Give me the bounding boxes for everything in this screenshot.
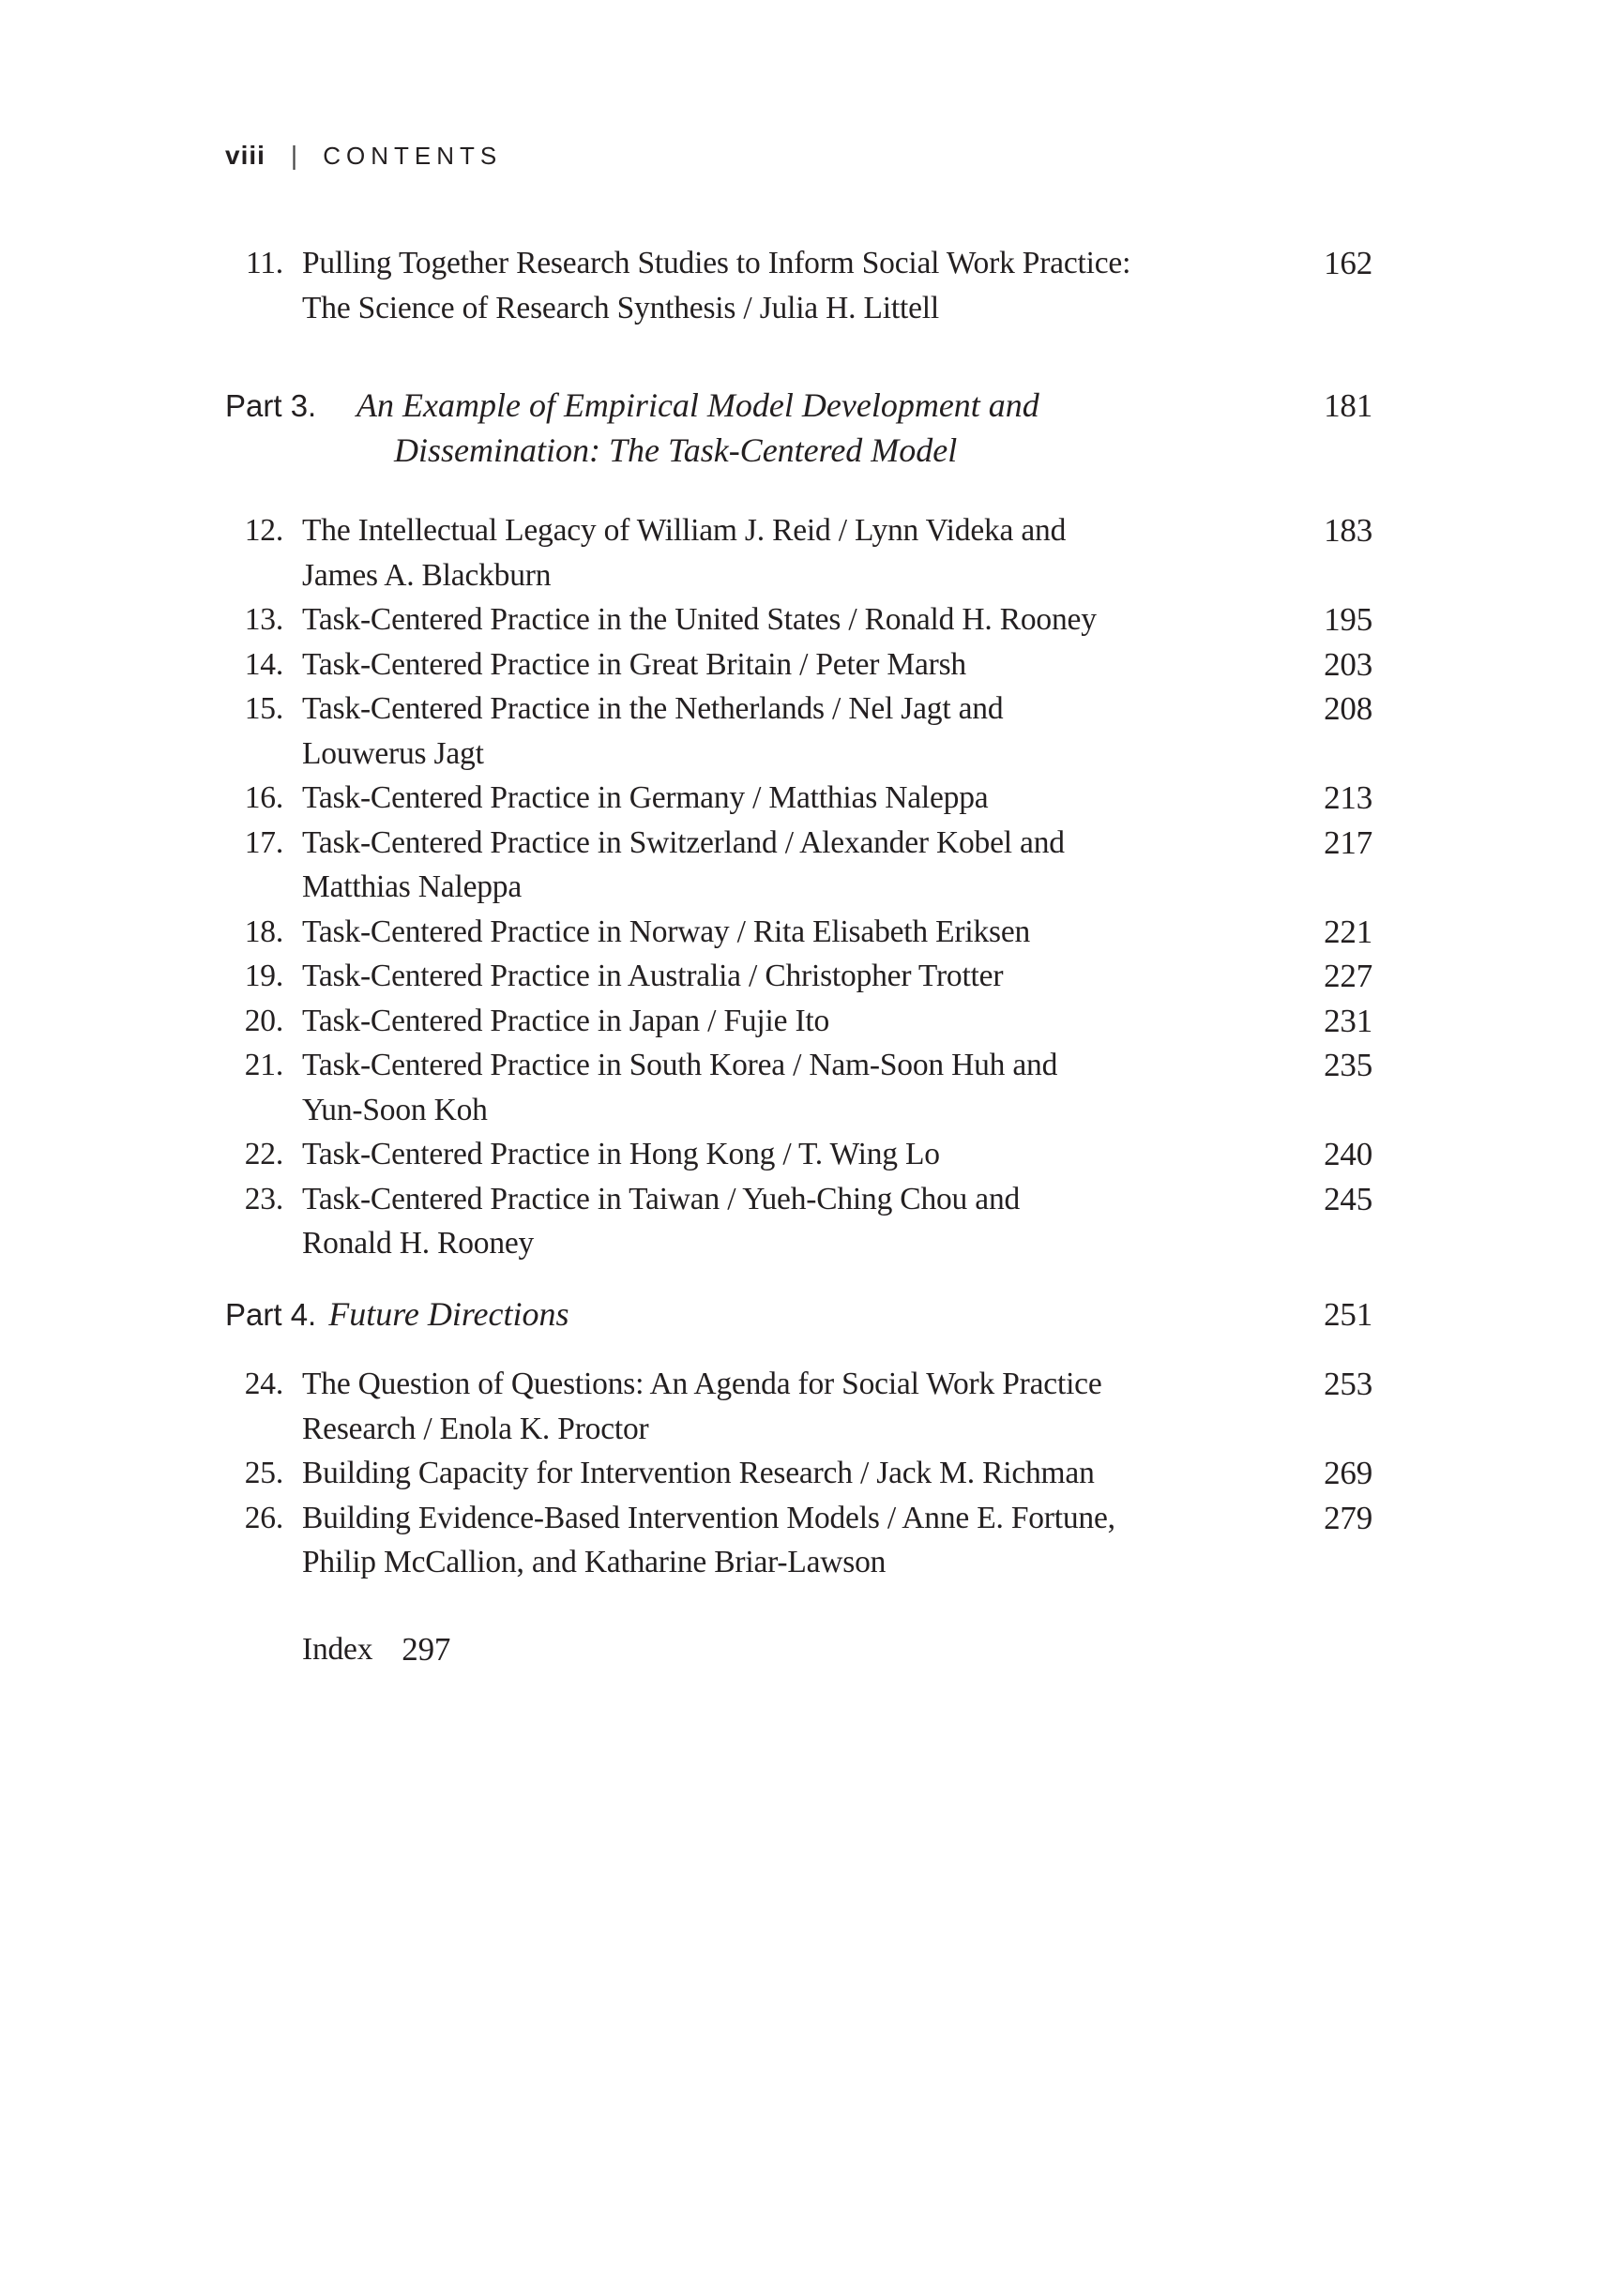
entry-title [302,597,1281,642]
entry-number: 14. [244,646,283,682]
entry-page-number: 253 [1324,1366,1372,1402]
entry-title-line: Matthias Naleppa [302,869,523,904]
entry-title [302,1496,1281,1585]
toc-list [225,241,1372,1671]
toc-entry [225,687,1372,776]
entry-title-line: Task-Centered Practice in Germany / Matthias Naleppa [302,780,989,815]
entry-title-line: The Question of Questions: An Agenda for Social Work Practice [302,1367,1102,1401]
entry-title-line: Pulling Together Research Studies to Inform Social Work Practice: [302,246,1131,280]
header-divider: | [290,141,298,170]
entry-page-number: 231 [1324,1002,1372,1039]
part-page-number: 181 [1324,387,1372,424]
entry-number: 17. [244,824,283,860]
entry-page-number: 208 [1324,690,1372,727]
entry-number: 22. [244,1137,283,1171]
entry-title [302,1177,1281,1266]
toc-entry [225,776,1372,821]
toc-entry [225,910,1372,955]
entry-title [302,1132,1281,1177]
entry-title [302,508,1281,597]
entry-title-line: Task-Centered Practice in Switzerland / Alexander Kobel and [302,824,1065,860]
entry-page-number: 203 [1324,645,1372,683]
entry-title [302,910,1281,955]
entry-title-line: James A. Blackburn [302,557,552,593]
part-title-line: Dissemination: The Task-Centered Model [394,430,958,469]
entry-title [302,821,1281,910]
toc-entry [225,821,1372,910]
entry-number: 20. [244,1003,283,1038]
toc-entry [225,508,1372,597]
entry-title [302,642,1281,687]
toc-entry [225,241,1372,330]
entry-title [302,776,1281,821]
entry-page-number: 217 [1324,823,1372,861]
entry-title-line: Yun-Soon Koh [302,1092,488,1127]
entry-number: 11. [245,246,283,280]
index-label: Index [302,1631,373,1667]
toc-entry [225,1177,1372,1266]
entry-page-number: 213 [1324,779,1372,816]
part-heading [225,1292,1372,1338]
entry-number: 13. [244,602,283,637]
entry-page-number: 245 [1324,1180,1372,1217]
entry-title [302,1043,1281,1132]
header-title: CONTENTS [323,142,503,170]
index-page-number: 297 [402,1630,451,1668]
entry-title-line: Task-Centered Practice in Japan / Fujie Ito [302,1003,830,1038]
entry-page-number: 195 [1324,601,1372,638]
entry-title [302,241,1281,330]
entry-page-number: 227 [1324,958,1372,994]
entry-title-line: Ronald H. Rooney [302,1226,535,1261]
toc-entry [225,1362,1372,1451]
toc-entry [225,1451,1372,1496]
toc-entry [225,1043,1372,1132]
toc-entry [225,954,1372,999]
entry-number: 26. [244,1500,283,1535]
entry-title [302,999,1281,1044]
entry-number: 23. [244,1181,283,1216]
entry-number: 16. [244,780,283,815]
entry-title-line: Building Evidence-Based Intervention Models / Anne E. Fortune, [302,1500,1115,1535]
toc-entry [225,597,1372,642]
entry-page-number: 279 [1324,1499,1372,1536]
entry-number: 12. [244,513,283,548]
entry-title [302,954,1281,999]
entry-title-line: The Science of Research Synthesis / Julia H. Littell [302,290,939,325]
part-label: Part 3. [225,388,317,423]
entry-title [302,687,1281,776]
entry-title-line: Task-Centered Practice in the United States / Ronald H. Rooney [302,602,1097,637]
entry-title-line: Task-Centered Practice in the Netherlands / Nel Jagt and [302,691,1004,726]
entry-page-number: 235 [1324,1047,1372,1083]
entry-page-number: 221 [1324,913,1372,950]
entry-number: 19. [244,959,283,993]
toc-entry [225,1496,1372,1585]
entry-number: 25. [244,1456,283,1490]
entry-title-line: The Intellectual Legacy of William J. Reid / Lynn Videka and [302,513,1067,548]
entry-number: 21. [244,1048,283,1082]
entry-title [302,1362,1281,1451]
part-label: Part 4. [225,1296,317,1332]
entry-number: 18. [244,914,283,949]
entry-title-line: Task-Centered Practice in Norway / Rita Elisabeth Eriksen [302,914,1031,949]
part-page-number: 251 [1324,1295,1372,1333]
entry-number: 15. [244,691,283,726]
entry-title-line: Research / Enola K. Proctor [302,1411,649,1446]
entry-title [302,1451,1281,1496]
folio-page-number: viii [225,141,265,170]
part-title: Future Directions [328,1294,569,1333]
entry-title-line: Louwerus Jagt [302,735,484,771]
part-title-line: An Example of Empirical Model Development and [356,386,1039,424]
entry-page-number: 183 [1324,512,1372,549]
toc-entry [225,1132,1372,1177]
entry-title-line: Task-Centered Practice in Australia / Christopher Trotter [302,959,1004,993]
toc-entry [225,642,1372,687]
entry-title-line: Building Capacity for Intervention Research / Jack M. Richman [302,1456,1095,1490]
entry-title-line: Task-Centered Practice in Taiwan / Yueh-Ching Chou and [302,1181,1021,1216]
entry-title-line: Task-Centered Practice in Hong Kong / T. Wing Lo [302,1137,940,1171]
entry-title-line: Philip McCallion, and Katharine Briar-Lawson [302,1545,887,1579]
entry-number: 24. [244,1367,283,1401]
entry-page-number: 240 [1324,1136,1372,1172]
page-header [225,141,502,171]
entry-title-line: Task-Centered Practice in Great Britain / Peter Marsh [302,646,966,682]
entry-page-number: 269 [1324,1455,1372,1491]
part-heading [225,384,1372,473]
entry-title-line: Task-Centered Practice in South Korea / Nam-Soon Huh and [302,1048,1058,1082]
toc-entry [225,999,1372,1044]
entry-page-number: 162 [1324,245,1372,281]
part-title [356,384,1299,473]
index-entry [225,1627,1372,1672]
